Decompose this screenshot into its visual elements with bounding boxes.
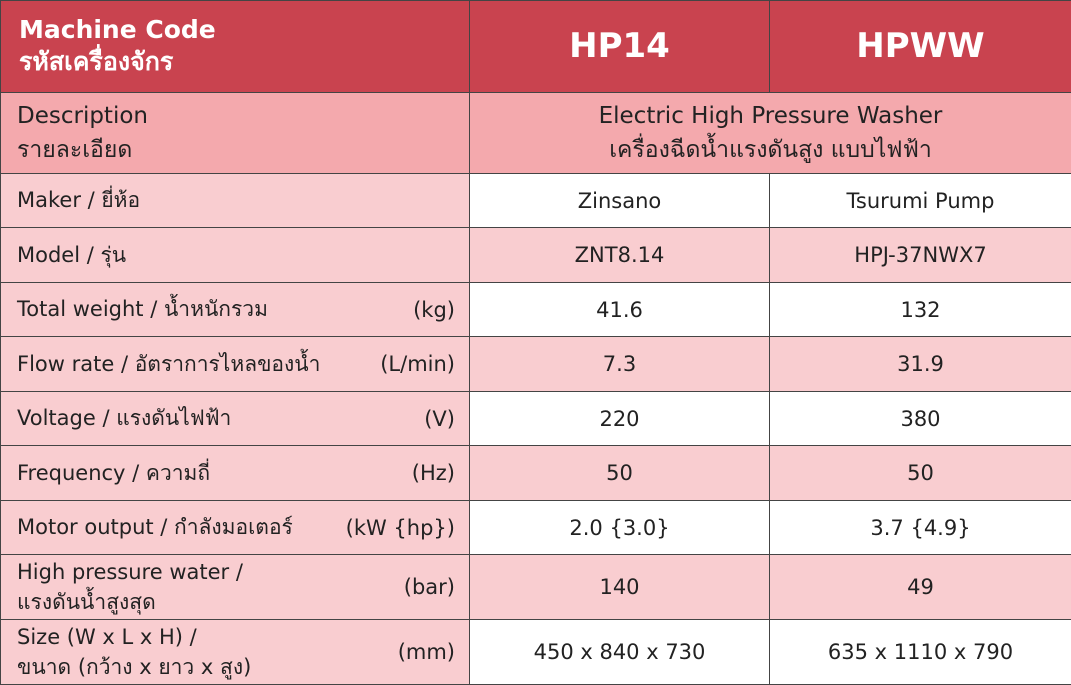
spec-value-hp14: 41.6 (470, 282, 770, 337)
spec-value-hp14: Zinsano (470, 173, 770, 228)
spec-label: Frequency / ความถี่ (17, 460, 211, 485)
spec-label: Voltage / แรงดันไฟฟ้า (17, 406, 232, 431)
spec-label: Model / รุ่น (17, 242, 127, 267)
description-label-th: รายละเอียด (17, 136, 133, 163)
spec-unit: (mm) (397, 640, 455, 665)
spec-unit: (bar) (403, 575, 455, 600)
spec-label-cell (1, 500, 470, 555)
spec-label-cell (1, 173, 470, 228)
spec-row-total-weight (1, 282, 1071, 337)
spec-label-cell (1, 228, 470, 283)
spec-unit: (Hz) (411, 461, 455, 486)
spec-row-model (1, 228, 1071, 283)
spec-value-hpww: HPJ-37NWX7 (770, 228, 1071, 283)
machine-code-label-en: Machine Code (19, 15, 216, 45)
spec-value-hp14: 220 (470, 391, 770, 446)
spec-row-motor-output (1, 500, 1071, 555)
spec-row-maker (1, 173, 1071, 228)
spec-label: Motor output / กำลังมอเตอร์ (17, 515, 293, 540)
description-label-en: Description (17, 102, 148, 129)
spec-label: Maker / ยี่ห้อ (17, 188, 141, 213)
description-row (1, 92, 1071, 173)
spec-value-hpww: 635 x 1110 x 790 (770, 620, 1071, 685)
spec-unit: (V) (424, 406, 455, 431)
spec-label-cell (1, 555, 470, 620)
description-value-en: Electric High Pressure Washer (598, 102, 943, 129)
spec-value-hpww: Tsurumi Pump (770, 173, 1071, 228)
spec-row-voltage (1, 391, 1071, 446)
spec-value-hp14: 50 (470, 446, 770, 501)
spec-value-hpww: 3.7 {4.9} (770, 500, 1071, 555)
spec-value-hpww: 50 (770, 446, 1071, 501)
spec-value-hp14: ZNT8.14 (470, 228, 770, 283)
machine-code-header (1, 1, 470, 93)
spec-label: High pressure water / แรงดันน้ำสูงสุด (17, 560, 243, 615)
spec-value-hpww: 49 (770, 555, 1071, 620)
spec-label: Flow rate / อัตราการไหลของน้ำ (17, 351, 321, 376)
spec-value-hp14: 2.0 {3.0} (470, 500, 770, 555)
spec-label: Total weight / น้ำหนักรวม (17, 297, 268, 322)
model-header-hpww: HPWW (770, 1, 1071, 93)
spec-label-cell (1, 391, 470, 446)
spec-label-cell (1, 446, 470, 501)
spec-row-flow-rate (1, 337, 1071, 392)
description-value (470, 92, 1071, 173)
spec-row-frequency (1, 446, 1071, 501)
spec-label-cell (1, 620, 470, 685)
spec-value-hp14: 7.3 (470, 337, 770, 392)
spec-value-hp14: 140 (470, 555, 770, 620)
spec-label-cell (1, 337, 470, 392)
spec-value-hp14: 450 x 840 x 730 (470, 620, 770, 685)
model-header-hp14: HP14 (470, 1, 770, 93)
machine-code-label-th: รหัสเครื่องจักร (19, 47, 174, 77)
spec-value-hpww: 31.9 (770, 337, 1071, 392)
spec-row-high-pressure (1, 555, 1071, 620)
spec-unit: (kg) (413, 297, 455, 322)
spec-unit: (L/min) (380, 352, 455, 377)
spec-value-hpww: 132 (770, 282, 1071, 337)
description-value-th: เครื่องฉีดน้ำแรงดันสูง แบบไฟฟ้า (609, 136, 932, 163)
description-label (1, 92, 470, 173)
spec-label-cell (1, 282, 470, 337)
spec-row-size (1, 620, 1071, 685)
spec-value-hpww: 380 (770, 391, 1071, 446)
spec-unit: (kW {hp}) (345, 515, 455, 540)
spec-label: Size (W x L x H) / ขนาด (กว้าง x ยาว x สูง) (17, 625, 252, 680)
header-row (1, 1, 1071, 93)
